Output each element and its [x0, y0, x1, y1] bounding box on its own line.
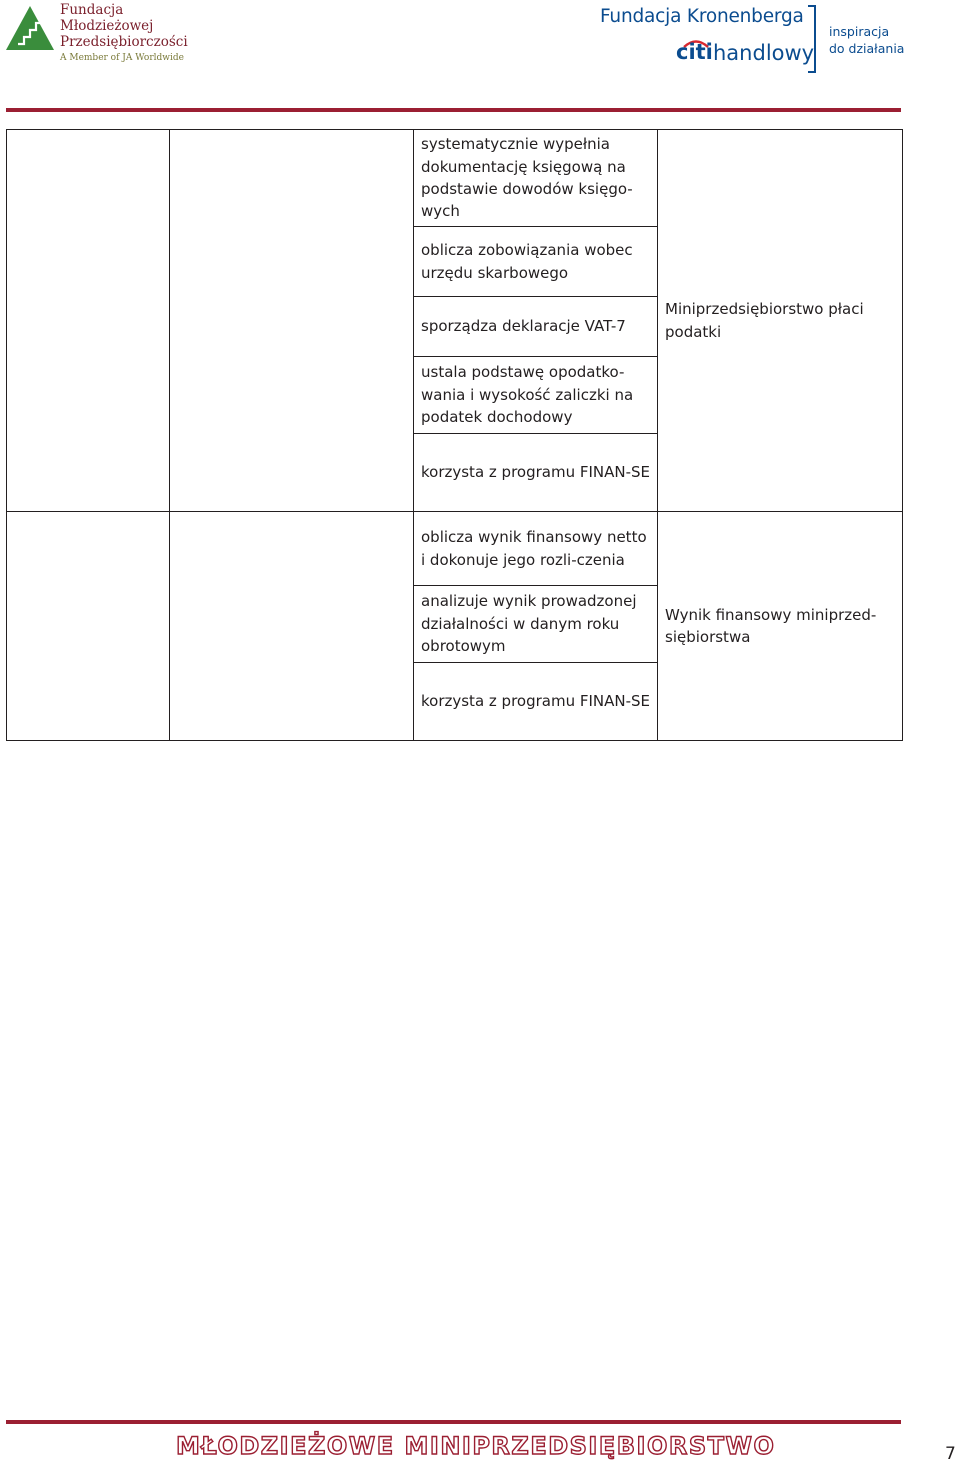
staircase-triangle-icon: [4, 4, 56, 52]
skill-cell: systematycznie wypełnia dokumentację księgową na podstawie dowodów księgo-wych: [414, 130, 658, 227]
fmp-name-line-1: Fundacja: [60, 2, 124, 18]
kronenberg-title: Fundacja Kronenberga: [600, 6, 804, 27]
topic-cell: Miniprzedsiębiorstwo płaci podatki: [658, 130, 903, 512]
fmp-name-line-2: Młodzieżowej: [60, 18, 154, 34]
skill-cell: analizuje wynik prowadzonej działalności w danym roku obrotowym: [414, 586, 658, 663]
footer-rule: [6, 1420, 901, 1424]
skill-cell: oblicza zobowiązania wobec urzędu skarbowego: [414, 227, 658, 297]
fmp-name-line-3: Przedsiębiorczości: [60, 34, 188, 50]
section2-col2-cell: [170, 512, 414, 741]
fmp-name: [60, 2, 188, 50]
ja-tagline: A Member of JA Worldwide: [60, 53, 184, 63]
header-rule: [6, 108, 901, 112]
section1-col2-cell: [170, 130, 414, 512]
tagline-line-2: do działania: [829, 41, 905, 56]
footer-title: MŁODZIEŻOWE MINIPRZEDSIĘBIORSTWO: [176, 1432, 776, 1460]
handlowy-wordmark: handlowy: [713, 41, 815, 65]
skill-cell: oblicza wynik finansowy netto i dokonuje jego rozli-czenia: [414, 512, 658, 586]
tagline-line-1: inspiracja: [829, 24, 890, 39]
section2-col1-cell: [7, 512, 170, 741]
curriculum-table: [6, 129, 903, 741]
skill-cell: ustala podstawę opodatko-wania i wysokość zaliczki na podatek dochodowy: [414, 357, 658, 434]
kronenberg-tagline: [829, 23, 904, 57]
table-row: [7, 512, 903, 586]
page-number: 7: [945, 1444, 956, 1464]
table-row: [7, 130, 903, 227]
skill-cell: korzysta z programu FINAN-SE: [414, 434, 658, 512]
section1-col1-cell: [7, 130, 170, 512]
topic-cell: Wynik finansowy miniprzed-siębiorstwa: [658, 512, 903, 741]
fmp-logo: [4, 2, 204, 68]
citi-wordmark: citi: [676, 40, 713, 64]
kronenberg-logo: [598, 2, 918, 80]
skill-cell: sporządza deklaracje VAT-7: [414, 297, 658, 357]
skill-cell: korzysta z programu FINAN-SE: [414, 663, 658, 741]
logo-bracket: [808, 5, 816, 73]
